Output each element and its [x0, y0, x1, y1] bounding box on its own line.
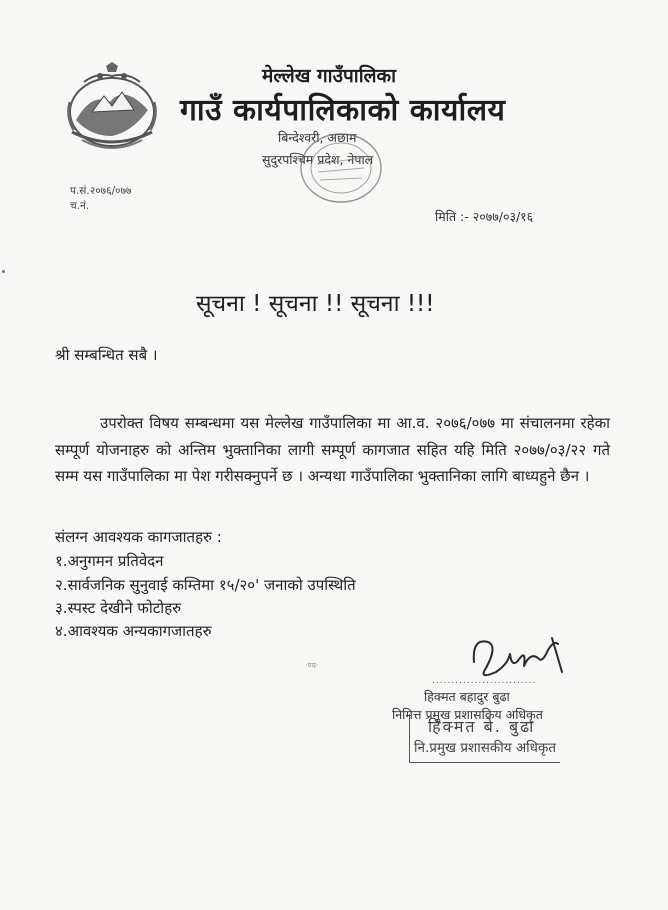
- dispatch-number: च.नं.: [70, 200, 90, 212]
- address-line-2: सुदुरपश्चिम प्रदेश, नेपाल: [262, 152, 374, 167]
- speck-mark: ·ण्य·: [305, 661, 319, 670]
- org-name: मेल्लेख गाउँपालिका: [262, 65, 397, 87]
- office-seal-icon: [296, 128, 386, 208]
- attachment-item: ४.आवश्यक अन्यकागजातहरु: [55, 622, 212, 640]
- salutation: श्री सम्बन्धित सबै ।: [55, 346, 158, 364]
- attachment-item: १.अनुगमन प्रतिवेदन: [55, 552, 164, 570]
- notice-title: सूचना ! सूचना !! सूचना !!!: [196, 291, 435, 317]
- margin-mark: [2, 270, 5, 273]
- signatory-name: हिक्मत बहादुर बुढा: [424, 689, 510, 704]
- stamp-title: नि.प्रमुख प्रशासकीय अधिकृत: [414, 740, 557, 756]
- signatory-title: निमित्त प्रमुख प्रशासकिय अधिकृत: [392, 707, 543, 722]
- body-paragraph: उपरोक्त विषय सम्बन्धमा यस मेल्लेख गाउँपालिका मा आ.व. २०७६/०७७ मा संचालनमा रहेका सम्पूर्ण योजनाहरु को अन्तिम भुक्तानिका लागी सम्पूर्ण कागजात सहित यहि मिति २०७७/०३/२२ गते सम्म यस गाउँपालिका मा पेश गरीसक्नुपर्ने छ । अन्यथा गाउँपालिका भुक्तानिका लागि बाध्यहुने छैन ।: [55, 414, 610, 485]
- stamp-name: हिक्मत बे. बुढा: [428, 717, 536, 736]
- letter-number: प.सं.२०७६/०७७: [70, 185, 132, 197]
- address-line-1: बिन्देश्वरी, अछाम: [278, 130, 357, 145]
- nepal-emblem-icon: [62, 62, 162, 158]
- office-name: गाउँ कार्यपालिकाको कार्यालय: [180, 93, 506, 128]
- attachments-heading: संलग्न आवश्यक कागजातहरु :: [55, 528, 222, 546]
- letter-date: मिति :- २०७७/०३/१६: [435, 209, 534, 224]
- signature-dotted-line: ...........................: [432, 676, 537, 686]
- attachment-item: ३.स्पस्ट देखीने फोटोहरु: [55, 599, 182, 617]
- attachment-item: २.सार्वजनिक सुनुवाई कम्तिमा १५/२०' जनाको उपस्थिति: [55, 576, 356, 594]
